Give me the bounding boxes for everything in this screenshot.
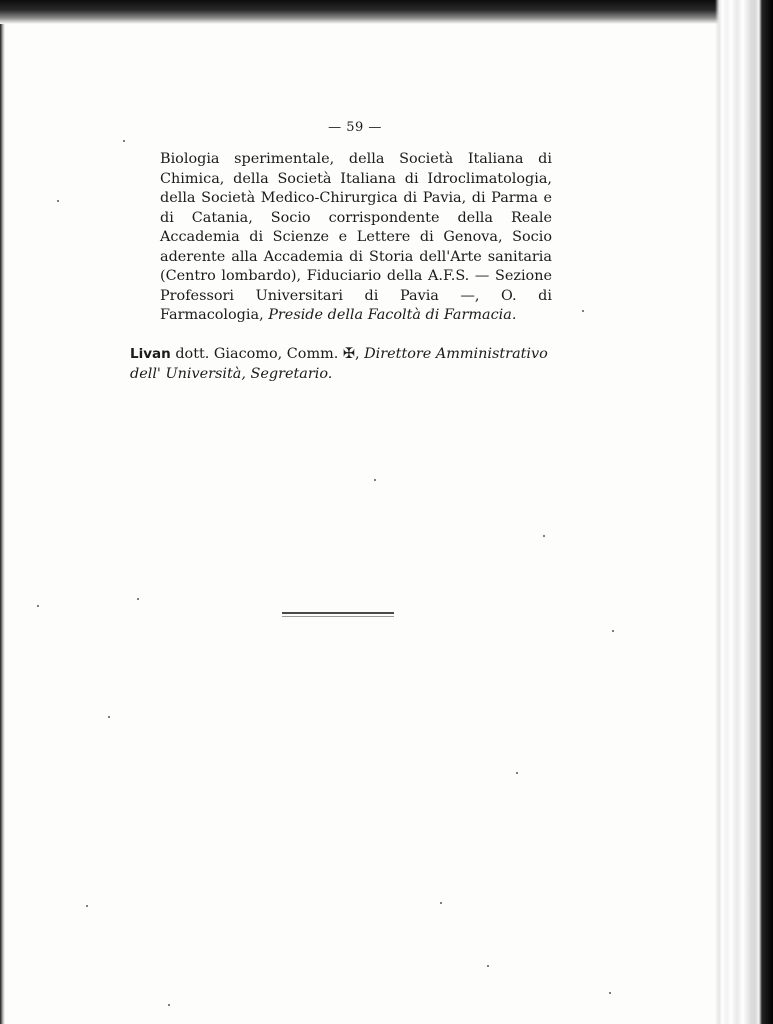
scan-speck [123, 140, 125, 142]
member-entry [130, 345, 550, 384]
section-end-rule-shadow [282, 616, 394, 617]
scan-speck [487, 965, 489, 967]
scan-speck [108, 716, 110, 718]
scan-speck [37, 605, 39, 607]
scan-speck [440, 902, 442, 904]
scan-speck [374, 479, 376, 481]
scan-speck [609, 992, 611, 994]
continuation-text: Biologia sperimentale, della Società Italiana di Chimica, della Società Italiana di Idroclimatologia, della Società Medico-Chirurgica di Pavia, di Parma e di Catania, Socio corrispondente della Reale Accademia di Scienze e Lettere di Genova, Socio aderente alla Accademia di Storia dell'Arte sanitaria (Centro lombardo), Fiduciario della A.F.S. — Sezione Professori Universitari di Pavia —, O. di Farmacologia, [160, 151, 552, 323]
scan-speck [86, 905, 88, 907]
scan-speck [57, 200, 59, 202]
scan-speck [543, 535, 545, 537]
entry-role: Direttore Amministrativo dell' Università, Segretario. [130, 346, 548, 382]
entry-surname: Livan [130, 346, 171, 362]
scan-speck [612, 630, 614, 632]
continuation-paragraph [160, 150, 552, 326]
page-number: — 59 — [328, 120, 382, 135]
continuation-role: Preside della Facoltà di Farmacia. [268, 307, 517, 323]
scan-speck [516, 772, 518, 774]
entry-name: dott. Giacomo, Comm. ✠, [175, 346, 360, 362]
scan-speck [168, 1004, 170, 1006]
scan-speck [137, 598, 139, 600]
scan-speck [582, 310, 584, 312]
top-scan-shadow [0, 0, 773, 24]
left-scan-edge [0, 24, 5, 1024]
section-end-rule [282, 612, 394, 614]
book-binding-edge [715, 0, 773, 1024]
